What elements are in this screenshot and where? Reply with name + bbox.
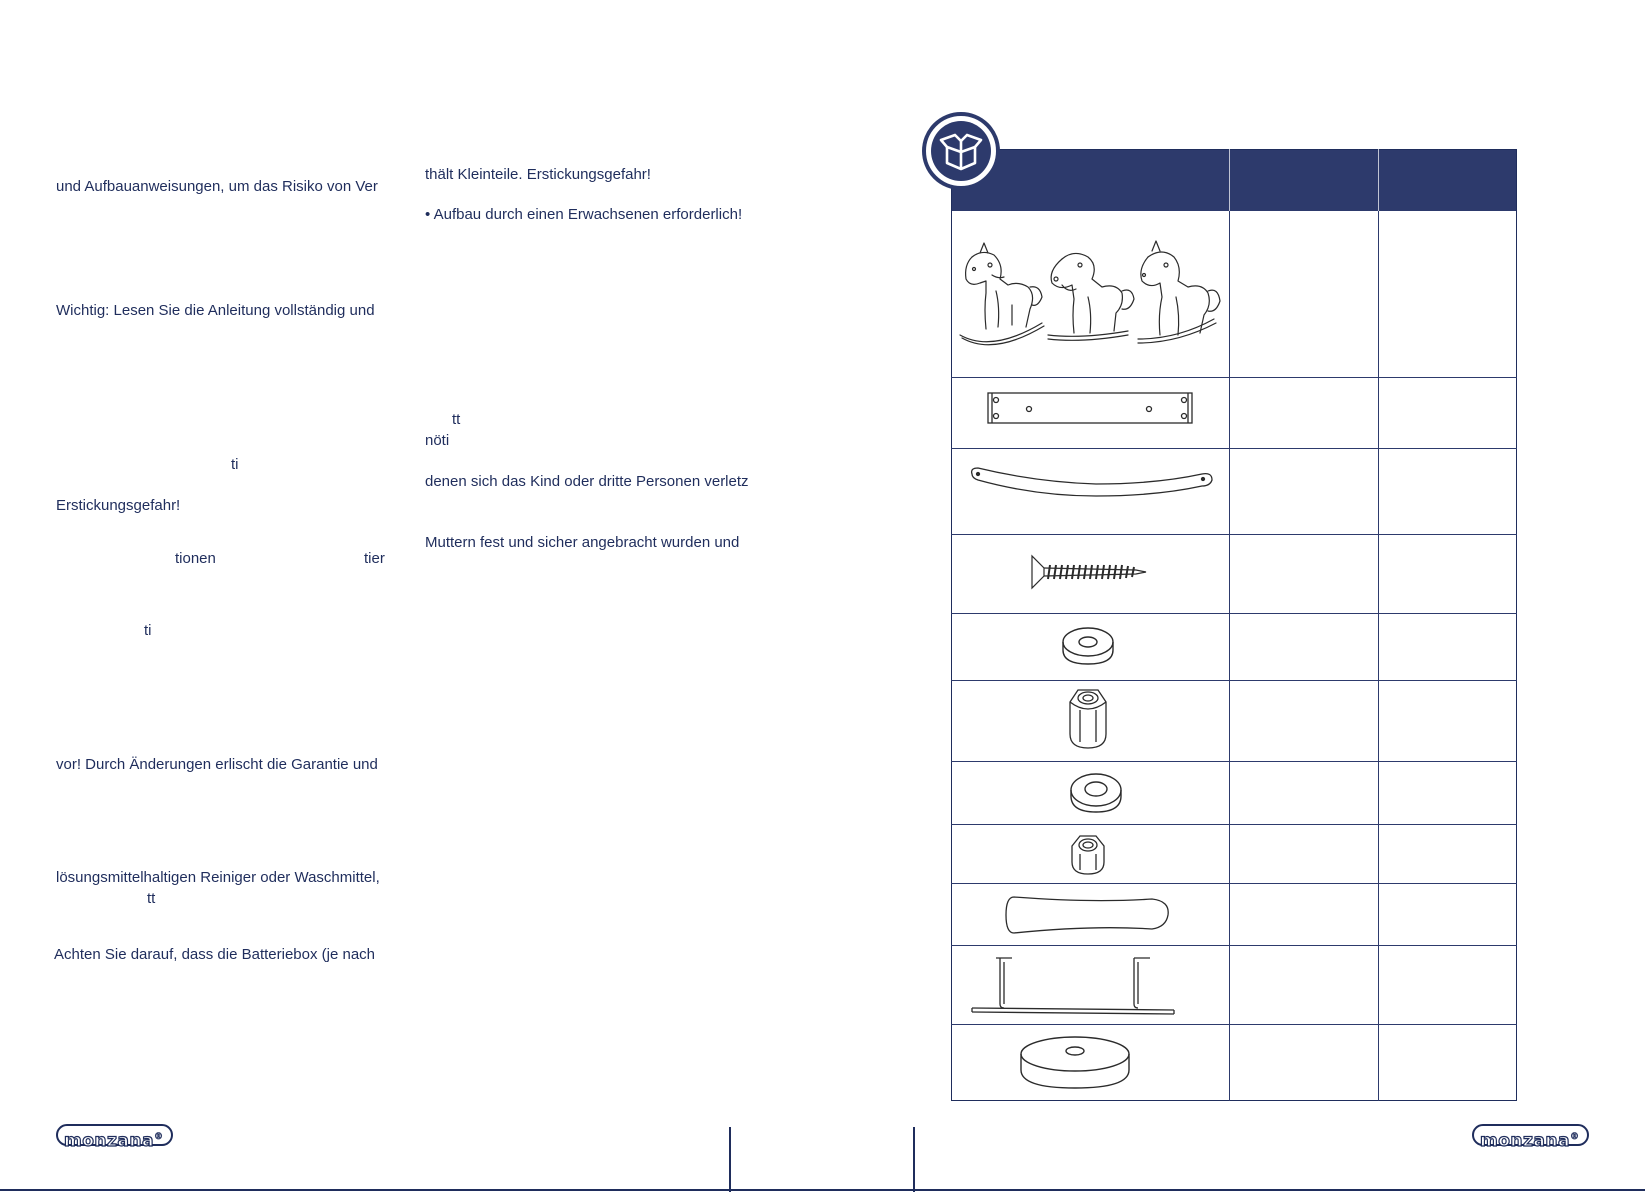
middle-text-line-5: denen sich das Kind oder dritte Personen verletz: [425, 473, 749, 490]
monzana-logo-right: [1472, 1124, 1589, 1151]
left-text-line-8: lösungsmittelhaltigen Reiniger oder Waschmittel,: [56, 869, 380, 886]
monzana-logo-left: [56, 1124, 173, 1151]
rocker-bar-icon: [966, 462, 1216, 512]
row-sep: [951, 613, 1517, 614]
screw-icon: [1024, 552, 1150, 592]
round-pad-icon: [1018, 1034, 1132, 1092]
row-sep: [951, 824, 1517, 825]
row-sep: [951, 534, 1517, 535]
handle-grip-icon: [1002, 893, 1174, 937]
parts-badge: [922, 112, 1000, 190]
bottom-rule: [0, 1189, 1645, 1191]
rocking-horse-icon: [952, 235, 1228, 355]
logo-text: monzana: [1480, 1131, 1570, 1151]
row-sep: [951, 883, 1517, 884]
middle-text-line-6: Muttern fest und sicher angebracht wurden und: [425, 534, 740, 551]
row-sep: [951, 448, 1517, 449]
badge-circle: [931, 121, 991, 181]
middle-text-line-4: nöti: [425, 432, 450, 449]
middle-text-line-2: • Aufbau durch einen Erwachsenen erforderlich!: [425, 206, 743, 223]
col-sep-1: [1229, 211, 1230, 1101]
logo-mark: ®: [1569, 1132, 1580, 1142]
row-sep: [951, 945, 1517, 946]
header-col-sep-2: [1378, 149, 1379, 211]
middle-text-line-1: thält Kleinteile. Erstickungsgefahr!: [425, 166, 651, 183]
left-text-line-5b: tier: [364, 550, 385, 567]
lock-nut-icon: [1066, 832, 1110, 878]
washer-icon: [1060, 622, 1116, 670]
left-text-line-10: Achten Sie darauf, dass die Batteriebox (je nach: [54, 946, 376, 963]
cap-nut-icon: [1064, 686, 1112, 752]
washer-icon: [1068, 770, 1124, 816]
row-sep: [951, 377, 1517, 378]
col-sep-2: [1378, 211, 1379, 1101]
left-text-line-3: ti: [231, 456, 239, 473]
left-text-line-7: vor! Durch Änderungen erlischt die Garantie und: [56, 756, 378, 773]
footrest-bar-icon: [970, 954, 1176, 1018]
left-text-line-1: und Aufbauanweisungen, um das Risiko von Ver: [56, 178, 378, 195]
logo-text: monzana: [64, 1131, 154, 1151]
left-text-line-9: tt: [147, 890, 156, 907]
row-sep: [951, 761, 1517, 762]
left-text-line-4: Erstickungsgefahr!: [56, 497, 181, 514]
header-col-sep-1: [1229, 149, 1230, 211]
row-sep: [951, 1024, 1517, 1025]
left-text-line-2: Wichtig: Lesen Sie die Anleitung vollständig und: [56, 302, 375, 319]
metal-plate-icon: [980, 387, 1200, 427]
page-divider-left: [729, 1127, 731, 1192]
logo-mark: ®: [153, 1132, 164, 1142]
row-sep: [951, 680, 1517, 681]
left-text-line-6: ti: [144, 622, 152, 639]
open-box-icon: [931, 121, 991, 181]
left-text-line-5a: tionen: [175, 550, 216, 567]
middle-text-line-3: tt: [452, 411, 461, 428]
page-divider-right: [913, 1127, 915, 1192]
